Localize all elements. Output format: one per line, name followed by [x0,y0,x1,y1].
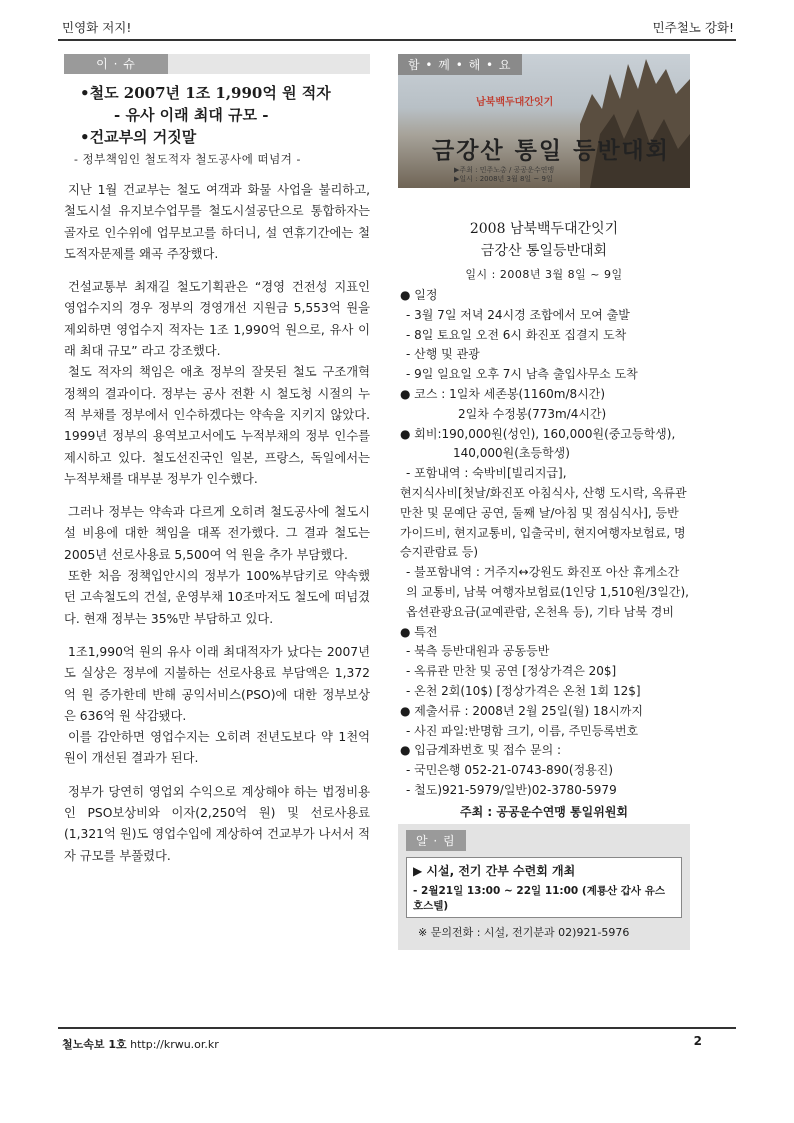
notice-headline: ▶ 시설, 전기 간부 수련회 개최 [413,863,576,878]
notice-box [398,824,690,950]
event-detail-line: ● 특전 [400,624,438,639]
poster-meta-date: ▶일시 : 2008년 3월 8일 ~ 9일 [454,175,553,183]
notice-tag: 알 · 림 [406,830,466,851]
event-detail-line: - 9일 일요일 오후 7시 남측 출입사무소 도착 [406,367,638,382]
notice-schedule: - 2월21일 13:00 ~ 22일 11:00 (계룡산 갑사 유스호스텔) [413,884,666,912]
footer-left [62,1036,219,1052]
event-detail-line: 2일차 수정봉(773m/4시간) [458,406,607,421]
event-details-list [398,286,690,801]
paragraph: 그러나 정부는 약속과 다르게 오히려 철도공사에 철도시설 비용에 대한 책임을 대폭 전가했다. 그 결과 철도는 2005년 선로사용료 5,500여 억 원을 추가 부담했다. [64,505,370,562]
event-detail-line: - 불포함내역 : 거주지↔강원도 화진포 아산 휴게소간의 교통비, 남북 여행자보험료(1인당 1,510원/3일간), 옵션관광요금(교예관람, 온천욕 등), 기타 남북 경비 [406,565,689,619]
event-detail-line: 현지식사비[첫날/화진포 아침식사, 산행 도시락, 옥류관 만찬 및 문예단 공연, 둘째 날/아침 및 점심식사], 등반가이드비, 현지교통비, 입출국비, 현지여행자보험료, 명승지관람료 등) [400,485,687,560]
event-detail-line: - 철도)921-5979/일반)02-3780-5979 [406,782,617,797]
paragraph: 1조1,990억 원의 유사 이래 최대적자가 났다는 2007년도 실상은 정부에 지불하는 선로사용료 부담액은 1,372억 원 증가한데 반해 공익서비스(PSO)에 대한 정부보상은 636억 원 삭감됐다. [64,644,370,723]
headline-line-1: •철도 2007년 1조 1,990억 원 적자 [80,84,331,102]
event-detail-line: - 북측 등반대원과 공동등반 [406,644,550,659]
event-detail-line: - 국민은행 052-21-0743-890(정용진) [406,763,614,778]
event-detail-line: ● 코스 : 1일차 세존봉(1160m/8시간) [400,386,606,401]
paragraph: 철도 적자의 책임은 애초 정부의 잘못된 철도 구조개혁 정책의 결과이다. 정부는 공사 전환 시 철도청 시절의 누적 부채를 정부에서 인수하겠다는 약속을 지키지 않았다. 1999년 정부의 용역보고서에도 누적부채의 정부 인수를 제시하고 있다. 철도선진국인 일본, 프랑스, 독일에서는 누적부채를 대부분 정부가 인수했다. [64,365,370,486]
paragraph: 지난 1월 건교부는 철도 여객과 화물 사업을 불리하고, 철도시설 유지보수업무를 철도시설공단으로 통합하자는 골자로 인수위에 업무보고를 하더니, 설 연휴기간에는 철도적자문제를 왜곡 주장했다. [64,183,370,261]
event-title [398,218,690,262]
poster-meta-host: ▶주최 : 민주노총 / 공공운수연맹 [454,166,555,174]
header-left-slogan: 민영화 저지! [62,20,132,35]
event-detail-line: - 8일 토요일 오전 6시 화진포 집결지 도착 [406,327,627,342]
event-poster-image [398,54,690,188]
page-number: 2 [693,1034,702,1048]
header-right-slogan: 민주철노 강화! [652,20,734,35]
article-headline [64,82,370,170]
top-divider [58,39,736,41]
right-article [398,54,690,950]
event-detail-line: ● 회비:190,000원(성인), 160,000원(중고등학생), [400,426,676,441]
notice-content [406,857,682,918]
event-detail-line: ● 일정 [400,288,438,302]
headline-line-2: - 유사 이래 최대 규모 - [114,106,269,124]
event-detail-line: - 3월 7일 저녁 24시경 조합에서 모여 출발 [406,307,630,322]
paragraph: 건설교통부 최재길 철도기획관은 “경영 건전성 지표인 영업수지의 경우 정부의 경영개선 지원금 5,553억 원을 제외하면 영업수지 적자는 1조 1,990억 원으로, 유사 이래 최대 규모” 라고 강조했다. [64,280,370,359]
poster-meta [454,166,554,184]
poster-title: 금강산 통일 등반대회 [432,137,670,164]
issue-tag-bar [64,54,370,74]
article-body [64,180,370,867]
notice-contact: ※ 문의전화 : 시설, 전기분과 02)921-5976 [418,925,630,939]
paragraph: 정부가 당연히 영업외 수익으로 계상해야 하는 법정비용인 PSO보상비와 이자(2,250억 원) 및 선로사용료(1,321억 원)도 영업수입에 계상하여 건교부가 나서서 적자 규모를 부풀렸다. [64,784,370,863]
paragraph: 또한 처음 정책입안시의 정부가 100%부담키로 약속했던 고속철도의 건설, 운영부채 10조마저도 철도에 떠넘겼다. 현재 정부는 35%만 부담하고 있다. [64,569,370,626]
event-detail-line: 140,000원(초등학생) [453,446,570,461]
event-detail-line: - 옥류관 만찬 및 공연 [정상가격은 20$] [406,664,617,679]
event-detail-line: - 사진 파일:반명함 크기, 이름, 주민등록번호 [406,723,639,738]
footer-url-link[interactable]: http://krwu.or.kr [130,1038,219,1051]
footer-publication: 철노속보 1호 [62,1038,127,1051]
headline-subtitle: - 정부책임인 철도적자 철도공사에 떠넘겨 - [74,152,301,166]
event-sponsor: 주최 : 공공운수연맹 통일위원회 [459,804,629,819]
issue-tag: 이 · 슈 [64,54,168,74]
bottom-divider [58,1027,736,1029]
event-title-line-1: 2008 남북백두대간잇기 [469,221,619,237]
event-detail-line: ● 제출서류 : 2008년 2월 25일(월) 18시까지 [400,703,643,718]
event-detail-line: - 포함내역 : 숙박비[빌리지급], [406,466,567,481]
event-date: 일시 : 2008년 3월 8일 ~ 9일 [465,268,623,281]
poster-subtitle: 남북백두대간잇기 [476,97,554,108]
event-detail-line: - 산행 및 관광 [406,347,480,362]
event-title-line-2: 금강산 통일등반대회 [480,243,608,259]
left-article [64,54,370,879]
headline-line-3: •건교부의 거짓말 [80,128,197,146]
mountain-image [580,54,690,188]
event-detail-line: - 온천 2회(10$) [정상가격은 온천 1회 12$] [406,683,641,698]
event-detail-line: ● 입금계좌번호 및 접수 문의 : [400,743,562,758]
paragraph: 이를 감안하면 영업수지는 오히려 전년도보다 약 1천억 원이 개선된 결과가 된다. [64,730,370,766]
together-tag: 함 • 께 • 해 • 요 [398,54,522,75]
